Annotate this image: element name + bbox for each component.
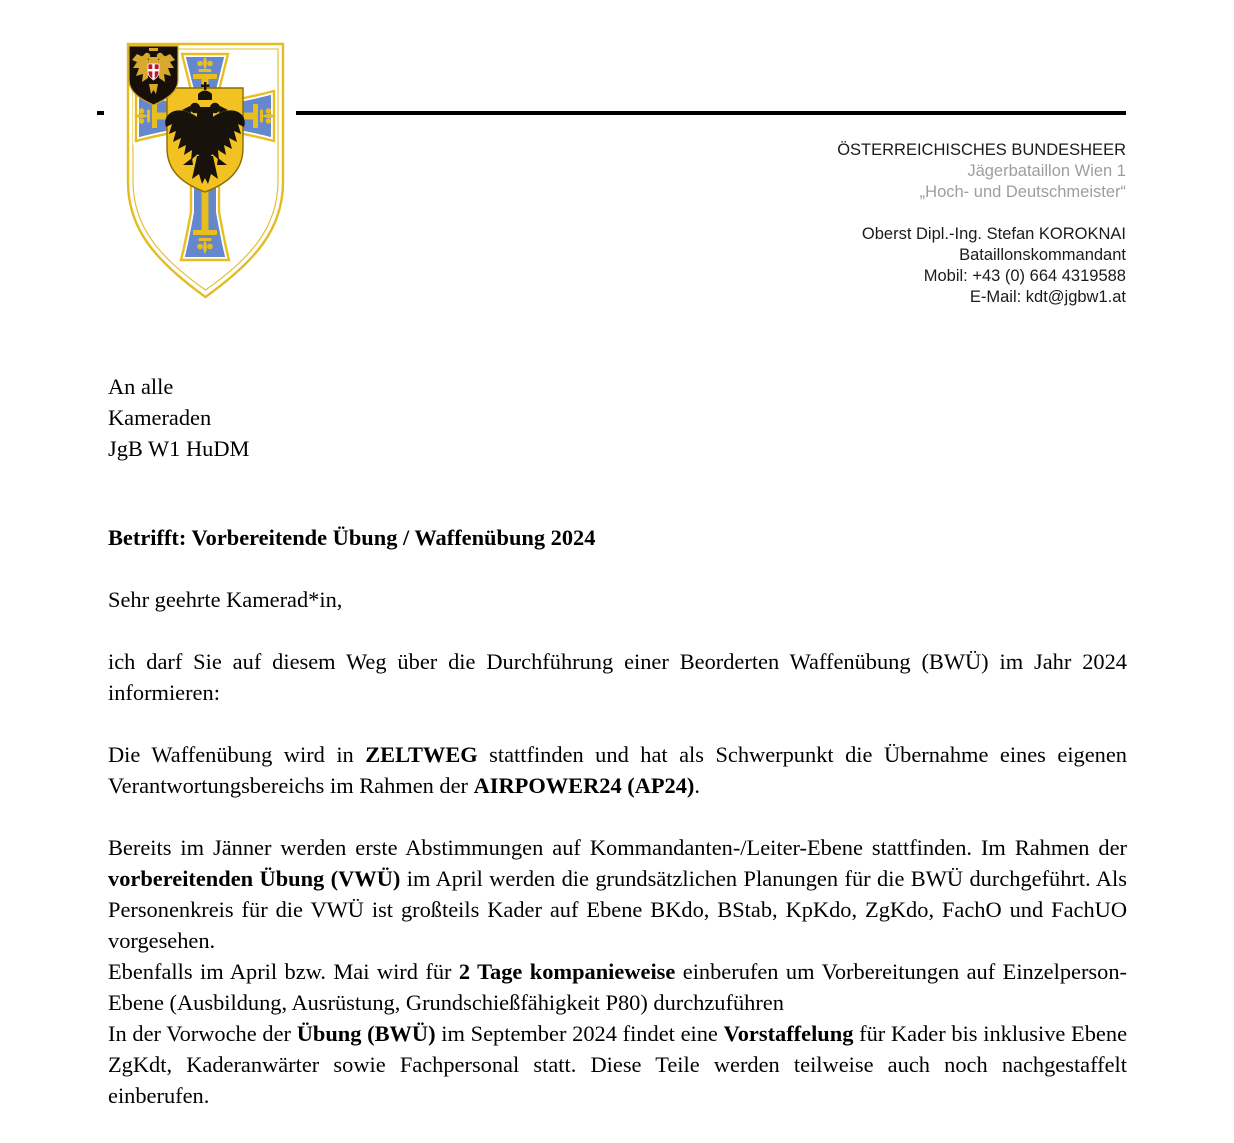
recipient-line: JgB W1 HuDM bbox=[108, 436, 250, 461]
body-paragraph: ich darf Sie auf diesem Weg über die Durchführung einer Beorderten Waffenübung (BWÜ) im Jahr 2024 informieren: bbox=[108, 649, 1127, 705]
officer-name: Oberst Dipl.-Ing. Stefan KOROKNAI bbox=[861, 225, 1126, 243]
unit-motto: „Hoch- und Deutschmeister“ bbox=[919, 183, 1126, 201]
body-paragraph: In der Vorwoche der Übung (BWÜ) im September 2024 findet eine Vorstaffelung für Kader bis inklusive Ebene ZgKdt, Kaderanwärter sowie Fachpersonal statt. Diese Teile werden teilweise auch noch nachgestaffelt einberufen. bbox=[108, 1021, 1128, 1108]
unit-name: Jägerbataillon Wien 1 bbox=[967, 162, 1126, 180]
unit-crest-icon bbox=[104, 34, 296, 306]
officer-role: Bataillonskommandant bbox=[959, 246, 1126, 264]
eagle-escutcheon-icon bbox=[165, 82, 245, 192]
officer-mobile: Mobil: +43 (0) 664 4319588 bbox=[923, 267, 1126, 285]
recipient-line: Kameraden bbox=[108, 405, 212, 430]
body-paragraph: Ebenfalls im April bzw. Mai wird für 2 Tage kompanieweise einberufen um Vorbereitungen auf Einzelperson-Ebene (Ausbildung, Ausrüstung, Grundschießfähigkeit P80) durchzuführen bbox=[108, 959, 1127, 1015]
letter-body bbox=[108, 371, 1127, 1111]
letterhead-block bbox=[837, 140, 1126, 308]
body-paragraph: Die Waffenübung wird in ZELTWEG stattfinden und hat als Schwerpunkt die Übernahme eines eigenen Verantwortungsbereichs im Rahmen der AIRPOWER24 (AP24). bbox=[108, 742, 1127, 798]
body-paragraph: Bereits im Jänner werden erste Abstimmungen auf Kommandanten-/Leiter-Ebene stattfinden. Im Rahmen der vorbereitenden Übung (VWÜ) im April werden die grundsätzlichen Planungen für die BWÜ durchgeführt. Als Personenkreis für die VWÜ ist großteils Kader auf Ebene BKdo, BStab, KpKdo, ZgKdo, FachO und FachUO vorgesehen. bbox=[108, 835, 1127, 953]
officer-email: E-Mail: kdt@jgbw1.at bbox=[969, 288, 1126, 306]
org-name: ÖSTERREICHISCHES BUNDESHEER bbox=[837, 141, 1126, 159]
recipient-block bbox=[108, 371, 1127, 464]
subject-line: Betrifft: Vorbereitende Übung / Waffenübung 2024 bbox=[108, 525, 596, 550]
unit-crest bbox=[104, 34, 296, 306]
recipient-line: An alle bbox=[108, 374, 174, 399]
salutation: Sehr geehrte Kamerad*in, bbox=[108, 587, 343, 612]
